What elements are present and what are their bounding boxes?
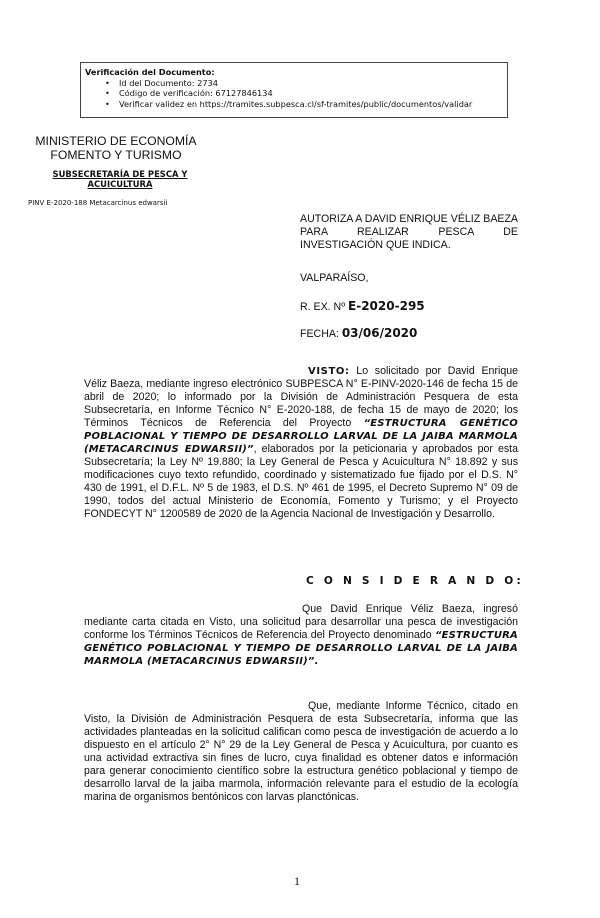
visto-keyword: VISTO: bbox=[308, 366, 350, 377]
resolution-place: VALPARAÍSO, bbox=[300, 272, 369, 284]
considerando-p1-text: Que David Enrique Véliz Baeza, ingresó mediante carta citada en Visto, una solicitud para desarrollar una pesca de investigación conforme los Términos Técnicos de Referencia del Proyecto denominado bbox=[84, 603, 518, 641]
reference-code: PINV E-2020-188 Metacarcinus edwarsii bbox=[28, 199, 168, 207]
verification-title: Verificación del Documento: bbox=[85, 67, 215, 77]
rex-number: E-2020-295 bbox=[348, 299, 425, 313]
resolution-subject: AUTORIZA A DAVID ENRIQUE VÉLIZ BAEZA PARA REALIZAR PESCA DE INVESTIGACIÓN QUE INDICA. bbox=[300, 213, 518, 251]
visto-paragraph bbox=[84, 365, 518, 521]
verification-item-id: • Id del Documento: 2734 bbox=[119, 78, 503, 89]
date-value: 03/06/2020 bbox=[341, 326, 418, 340]
resolution-number bbox=[300, 300, 425, 314]
subsecretaria-title: SUBSECRETARÍA DE PESCA Y ACUICULTURA bbox=[52, 169, 188, 189]
visto-project-title: “ESTRUCTURA GENÉTICO POBLACIONAL Y TIEMPO DE DESARROLLO LARVAL DE LA JAIBA MARMOLA (METACARCINUS EDWARSII)” bbox=[84, 418, 519, 455]
verification-list bbox=[85, 78, 503, 110]
date-label: FECHA: bbox=[300, 328, 339, 340]
visto-text-1: Lo solicitado por David Enrique Véliz Baeza, mediante ingreso electrónico SUBPESCA N° E-PINV-2020-146 de fecha 15 de abril de 2020; lo informado por la División de Administración Pesquera de esta Subsecretaría, en Informe Técnico N° E-2020-188, de fecha 15 de mayo de 2020; los Términos Técnicos de Referencia del Proyecto bbox=[84, 365, 518, 429]
verification-box bbox=[80, 62, 508, 118]
visto-text-2: , elaborados por la peticionaria y aprobados por esta Subsecretaría; la Ley Nº 19.880; la Ley General de Pesca y Acuicultura N° 18.892 y sus modificaciones cuyo texto refundido, coordinado y sistematizado fue fijado por el D.S. N° 430 de 1991, el D.F.L. Nº 5 de 1983, el D.S. Nº 461 de 1995, el Decreto Supremo N° 09 de 1990, todos del actual Ministerio de Economía, Fomento y Turismo; y el Proyecto FONDECYT N° 1200589 de 2020 de la Agencia Nacional de Investigación y Desarrollo. bbox=[84, 443, 518, 520]
ministry-header bbox=[28, 134, 204, 162]
verification-item-url[interactable]: • Verificar validez en https://tramites.subpesca.cl/sf-tramites/public/documentos/validar bbox=[119, 99, 503, 110]
considerando-heading: C O N S I D E R A N D O: bbox=[306, 575, 524, 587]
rex-label: R. EX. Nº bbox=[300, 301, 346, 313]
ministry-line-2: FOMENTO Y TURISMO bbox=[50, 148, 182, 162]
verification-item-code: • Código de verificación: 67127846134 bbox=[119, 88, 503, 99]
considerando-paragraph-2: Que, mediante Informe Técnico, citado en Visto, la División de Administración Pesquera de esta Subsecretaría, informa que las actividades planteadas en la solicitud califican como pesca de investigación de acuerdo a lo dispuesto en el artículo 2° N° 29 de la Ley General de Pesca y Acuicultura, por cuanto es una actividad extractiva sin fines de lucro, cuya finalidad es obtener datos e información para generar conocimiento científico sobre la estructura genético poblacional y tiempo de desarrollo larval de la jaiba marmola, información relevante para el estudio de la ecología marina de organismos bentónicos con larvas planctónicas. bbox=[84, 700, 518, 803]
considerando-p1-project: “ESTRUCTURA GENÉTICO POBLACIONAL Y TIEMPO DE DESARROLLO LARVAL DE LA JAIBA MARMOLA (METACARCINUS EDWARSII)”. bbox=[84, 630, 518, 667]
considerando-paragraph-1 bbox=[84, 603, 518, 668]
resolution-date bbox=[300, 327, 417, 341]
ministry-line-1: MINISTERIO DE ECONOMÍA bbox=[35, 134, 197, 148]
page-number: 1 bbox=[294, 874, 300, 888]
